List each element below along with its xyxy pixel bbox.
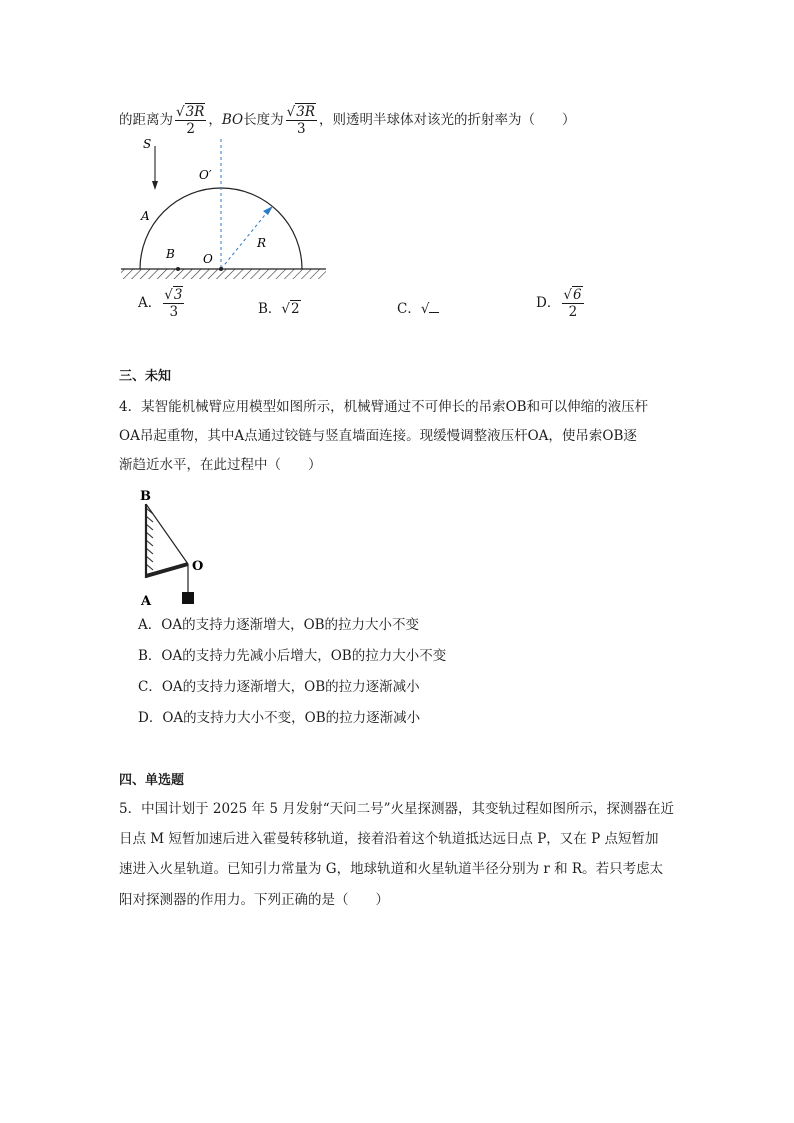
q4-line-2: OA吊起重物，其中A点通过铰链与竖直墙面连接。现缓慢调整液压杆OA，使吊索OB逐: [119, 428, 637, 444]
q3-option-d-label: D．: [536, 295, 561, 311]
label-r: R: [257, 236, 267, 250]
q3-frac1-num: 3R: [185, 104, 205, 120]
q3-option-d-den: 2: [568, 304, 578, 320]
q4-option-d[interactable]: D．OA的支持力大小不变，OB的拉力逐渐减小: [138, 710, 421, 726]
q5-line-1: 5．中国计划于 2025 年 5 月发射“天问二号”火星探测器，其变轨过程如图所示，探测器在近: [119, 801, 675, 817]
q3-option-a[interactable]: A． $\frac{√3}{3}$: [138, 287, 183, 320]
cable-ob: [146, 504, 188, 564]
label-o: O: [203, 252, 213, 266]
q3-option-c-label: C．: [397, 301, 421, 317]
q3-stem-pre: 的距离为: [119, 112, 173, 128]
label-b: B: [140, 489, 151, 504]
label-a: A: [141, 209, 150, 223]
q5-line-2: 日点 M 短暂加速后进入霍曼转移轨道，接着沿着这个轨道抵达远日点 P，又在 P 点短暂加: [119, 831, 659, 847]
q3-frac1-den: 2: [186, 121, 195, 137]
q3-sep: ，: [208, 112, 222, 128]
q3-frac-bo: $\frac{√3R}{3}$: [286, 104, 315, 137]
label-o: O: [192, 559, 204, 574]
q3-bo: BO: [221, 112, 244, 128]
q3-stem-post: ，则透明半球体对该光的折射率为（ ）: [319, 112, 576, 128]
q3-frac-distance: $\frac{√3R}{2}$: [176, 104, 205, 137]
section-3-heading: 三、未知: [119, 369, 172, 384]
q3-option-b[interactable]: B．√2: [258, 301, 300, 317]
mechanical-arm-figure: [130, 486, 215, 608]
q3-frac2-num: 3R: [296, 104, 315, 120]
q3-stem: [119, 104, 576, 137]
q4-line-3: 渐趋近水平，在此过程中（ ）: [119, 457, 322, 473]
ground-hatch: [121, 269, 326, 279]
q5-line-4: 阳对探测器的作用力。下列正确的是（ ）: [119, 892, 389, 908]
q3-option-a-label: A．: [138, 295, 162, 311]
q3-frac2-den: 3: [297, 121, 306, 137]
label-s: S: [143, 137, 152, 151]
q3-option-b-label: B．: [258, 301, 282, 317]
q3-option-a-num: 3: [173, 287, 183, 303]
q3-option-c-val: [429, 312, 439, 313]
q3-option-d[interactable]: D． $\frac{√6}{2}$: [536, 287, 582, 320]
q3-option-a-den: 3: [169, 304, 179, 320]
q3-stem-mid: 长度为: [243, 112, 284, 128]
q4-option-b[interactable]: B．OA的支持力先减小后增大，OB的拉力大小不变: [138, 648, 447, 664]
q3-option-c[interactable]: C．√: [397, 297, 439, 317]
q3-option-b-val: 2: [291, 301, 300, 317]
radius-arrowhead: [263, 206, 273, 215]
q3-option-d-num: 6: [572, 287, 582, 303]
label-b: B: [166, 247, 175, 261]
point-o-dot: [219, 267, 223, 271]
section-4-heading: 四、单选题: [119, 773, 185, 788]
q5-line-3: 速进入火星轨道。已知引力常量为 G，地球轨道和火星轨道半径分别为 r 和 R。若只考虑太: [119, 861, 664, 877]
q4-option-c[interactable]: C．OA的支持力逐渐增大，OB的拉力逐渐减小: [138, 679, 420, 695]
point-b-dot: [176, 267, 180, 271]
label-o-prime: O′: [199, 168, 212, 182]
light-ray-arrowhead: [152, 181, 158, 190]
weight-block: [182, 592, 194, 604]
q4-option-a[interactable]: A．OA的支持力逐渐增大，OB的拉力大小不变: [138, 617, 420, 633]
hemisphere-figure: [115, 134, 335, 284]
q4-line-1: 4．某智能机械臂应用模型如图所示，机械臂通过不可伸长的吊索OB和可以伸缩的液压杆: [119, 399, 649, 415]
label-a: A: [141, 594, 152, 608]
